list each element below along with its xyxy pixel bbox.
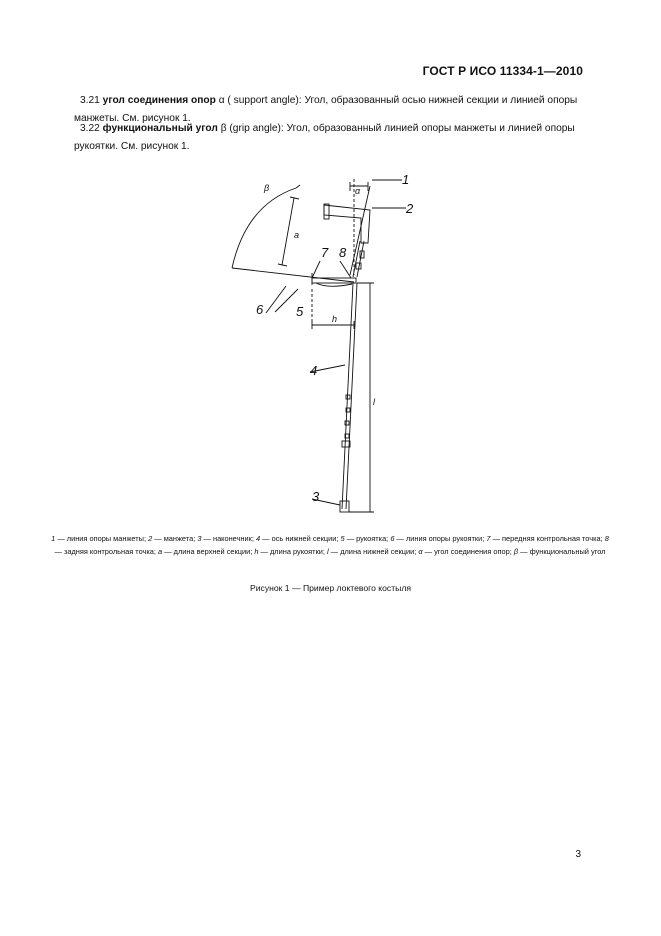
section-number: 3.22 <box>80 123 100 134</box>
legend-item: угол соединения опор; <box>434 547 512 556</box>
legend-item: манжета; <box>163 534 196 543</box>
term: функциональный угол <box>102 123 218 134</box>
english-term: ( support angle): <box>227 95 302 106</box>
tip <box>340 501 349 512</box>
english-term: (grip angle): <box>229 123 284 134</box>
callout-4: 4 <box>310 363 318 378</box>
beta-angle-arc <box>232 188 296 268</box>
figure-legend: 1 — линия опоры манжеты; 2 — манжета; 3 — наконечник; 4 — ось нижней секции; 5 — рукоятка; 6 — линия опоры рукоятки; 7 — передняя контрольная точка; 8 — задняя контрольная точка; a — длина верхней секции; h — длина рукоятки; l — длина нижней секции; α — угол соединения опор; β — функциональный угол <box>51 534 609 556</box>
legend-item: линия опоры рукоятки; <box>405 534 485 543</box>
legend-item: линия опоры манжеты; <box>66 534 147 543</box>
legend-item: ось нижней секции; <box>271 534 339 543</box>
page-number: 3 <box>575 849 581 860</box>
callout-2: 2 <box>406 201 414 216</box>
crutch-drawing <box>220 165 420 520</box>
definition-3-22 <box>74 120 586 156</box>
definition-text: Угол, образованный линией опоры манжеты и линией опоры рукоятки. См. рисунок 1. <box>74 123 575 152</box>
cuff-clip <box>324 204 329 219</box>
legend-item: рукоятка; <box>356 534 389 543</box>
callout-7: 7 <box>321 245 329 260</box>
callout-1: 1 <box>402 172 410 187</box>
legend-item: длина рукоятки; <box>270 547 325 556</box>
legend-item: наконечник; <box>212 534 254 543</box>
label-a: a <box>294 230 300 240</box>
callout-3: 3 <box>312 489 320 504</box>
grip <box>312 278 356 283</box>
grip-support-line <box>232 268 354 282</box>
callout-8: 8 <box>339 245 347 260</box>
term: угол соединения опор <box>102 95 216 106</box>
callout-6: 6 <box>256 302 264 317</box>
label-beta: β <box>264 183 270 193</box>
figure-title: Рисунок 1 — Пример локтевого костыля <box>250 583 411 593</box>
a-dimension-line <box>282 198 294 265</box>
label-alpha: α <box>355 186 361 196</box>
legend-item: функциональный угол <box>529 547 606 556</box>
definition-text: Угол, образованный осью нижней секции и линией опоры манжеты. См. рисунок 1. <box>74 95 578 124</box>
callout-5: 5 <box>296 304 304 319</box>
label-h: h <box>332 314 338 324</box>
cuff <box>324 205 370 243</box>
standard-header: ГОСТ Р ИСО 11334-1—2010 <box>422 64 583 78</box>
label-l: l <box>373 397 375 407</box>
legend-item: задняя контрольная точка; <box>63 547 156 556</box>
legend-item: передняя контрольная точка; <box>502 534 603 543</box>
term-symbol: β <box>220 123 227 134</box>
term-symbol: α <box>218 95 225 106</box>
legend-item: длина верхней секции; <box>173 547 253 556</box>
section-number: 3.21 <box>80 95 100 106</box>
legend-item: длина нижней секции; <box>340 547 417 556</box>
